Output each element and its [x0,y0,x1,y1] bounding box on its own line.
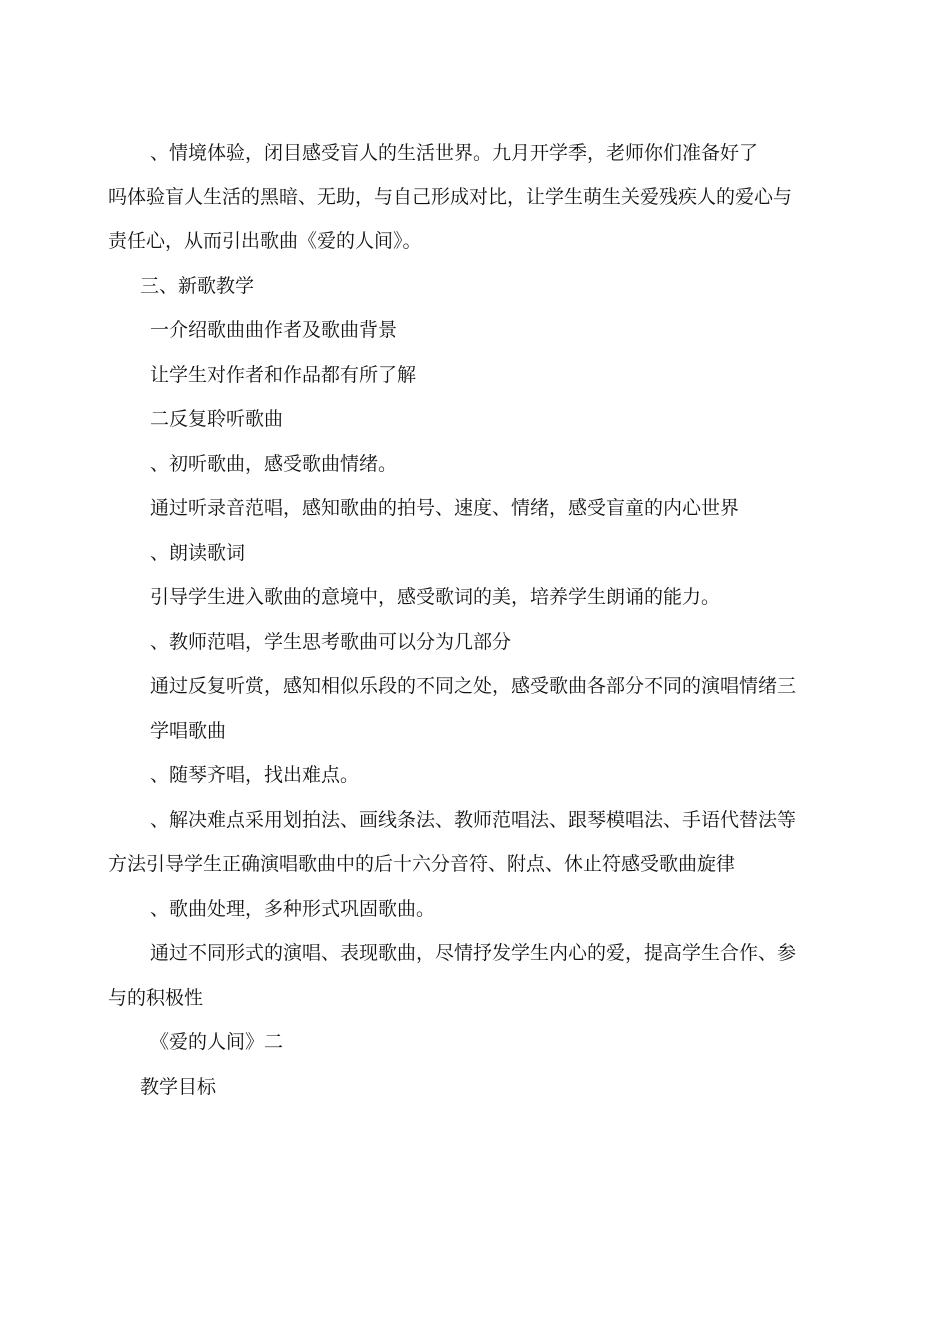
list-item: 、初听歌曲，感受歌曲情绪。 [150,453,398,475]
paragraph-line: 让学生对作者和作品都有所了解 [150,364,417,386]
section-heading: 三、新歌教学 [140,275,255,297]
subsection-heading: 二反复聆听歌曲 [150,408,284,430]
paragraph-line: 、情境体验，闭目感受盲人的生活世界。九月开学季，老师你们准备好了 [150,142,759,164]
paragraph-line: 吗体验盲人生活的黑暗、无助，与自己形成对比，让学生萌生关爱残疾人的爱心与 [108,186,793,208]
paragraph-line: 通过不同形式的演唱、表现歌曲，尽情抒发学生内心的爱，提高学生合作、参 [150,942,797,964]
subsection-heading: 一介绍歌曲曲作者及歌曲背景 [150,319,398,341]
paragraph-line: 通过听录音范唱，感知歌曲的拍号、速度、情绪，感受盲童的内心世界 [150,497,740,519]
list-item: 、歌曲处理，多种形式巩固歌曲。 [150,898,436,920]
paragraph-line: 责任心，从而引出歌曲《爱的人间》。 [108,230,422,252]
section-heading: 教学目标 [140,1076,217,1098]
list-item: 、随琴齐唱，找出难点。 [150,764,360,786]
list-item: 、朗读歌词 [150,542,246,564]
document-title: 《爱的人间》二 [150,1031,284,1053]
subsection-heading: 学唱歌曲 [150,720,227,742]
list-item: 、解决难点采用划拍法、画线条法、教师范唱法、跟琴模唱法、手语代替法等 [150,809,797,831]
paragraph-line: 方法引导学生正确演唱歌曲中的后十六分音符、附点、休止符感受歌曲旋律 [108,853,736,875]
paragraph-line: 与的积极性 [108,987,204,1009]
list-item: 、教师范唱，学生思考歌曲可以分为几部分 [150,631,512,653]
paragraph-line: 通过反复听赏，感知相似乐段的不同之处，感受歌曲各部分不同的演唱情绪三 [150,675,797,697]
paragraph-line: 引导学生进入歌曲的意境中，感受歌词的美，培养学生朗诵的能力。 [150,586,721,608]
